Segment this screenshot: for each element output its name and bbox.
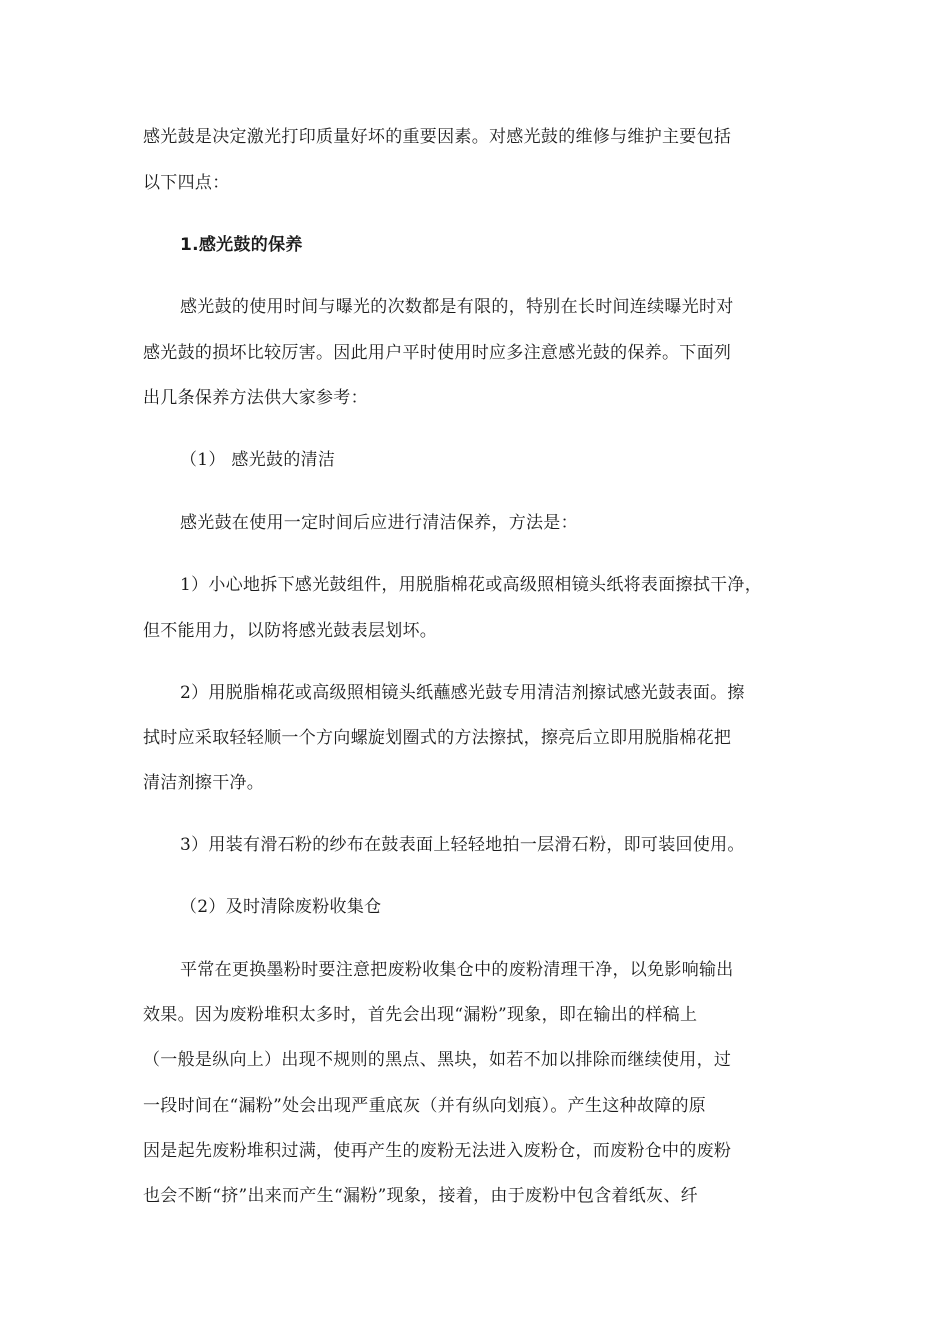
step-2-line: 2）用脱脂棉花或高级照相镜头纸蘸感光鼓专用清洁剂擦试感光鼓表面。擦 bbox=[180, 683, 745, 703]
section-1-heading: 1.感光鼓的保养 bbox=[180, 235, 303, 255]
step-3-line: 3）用装有滑石粉的纱布在鼓表面上轻轻地拍一层滑石粉，即可装回使用。 bbox=[180, 835, 745, 855]
paragraph-line: 出几条保养方法供大家参考： bbox=[143, 388, 368, 408]
paragraph-line: 感光鼓的损坏比较厉害。因此用户平时使用时应多注意感光鼓的保养。下面列 bbox=[143, 343, 732, 363]
intro-line-2: 以下四点： bbox=[143, 173, 230, 193]
subsection-2-line: 一段时间在“漏粉”处会出现严重底灰（并有纵向划痕）。产生这种故障的原 bbox=[143, 1096, 707, 1116]
step-2-line: 清洁剂擦干净。 bbox=[143, 773, 265, 793]
step-1-line: 但不能用力，以防将感光鼓表层划坏。 bbox=[143, 621, 438, 641]
paragraph-line: 感光鼓的使用时间与曝光的次数都是有限的，特别在长时间连续曝光时对 bbox=[180, 297, 734, 317]
subsection-1-intro: 感光鼓在使用一定时间后应进行清洁保养，方法是： bbox=[180, 513, 578, 533]
step-1-line: 1）小心地拆下感光鼓组件，用脱脂棉花或高级照相镜头纸将表面擦拭干净， bbox=[180, 575, 763, 595]
subsection-2-line: 效果。因为废粉堆积太多时，首先会出现“漏粉”现象，即在输出的样稿上 bbox=[143, 1005, 698, 1025]
subsection-1-heading: （1） 感光鼓的清洁 bbox=[180, 450, 336, 470]
subsection-2-line: （一般是纵向上）出现不规则的黑点、黑块，如若不加以排除而继续使用，过 bbox=[143, 1050, 732, 1070]
subsection-2-line: 因是起先废粉堆积过满，使再产生的废粉无法进入废粉仓，而废粉仓中的废粉 bbox=[143, 1141, 732, 1161]
subsection-2-line: 也会不断“挤”出来而产生“漏粉”现象，接着，由于废粉中包含着纸灰、纤 bbox=[143, 1186, 698, 1206]
intro-line-1: 感光鼓是决定激光打印质量好坏的重要因素。对感光鼓的维修与维护主要包括 bbox=[143, 127, 732, 147]
step-2-line: 拭时应采取轻轻顺一个方向螺旋划圈式的方法擦拭，擦亮后立即用脱脂棉花把 bbox=[143, 728, 732, 748]
subsection-2-line: 平常在更换墨粉时要注意把废粉收集仓中的废粉清理干净，以免影响输出 bbox=[180, 960, 734, 980]
subsection-2-heading: （2）及时清除废粉收集仓 bbox=[180, 897, 382, 917]
